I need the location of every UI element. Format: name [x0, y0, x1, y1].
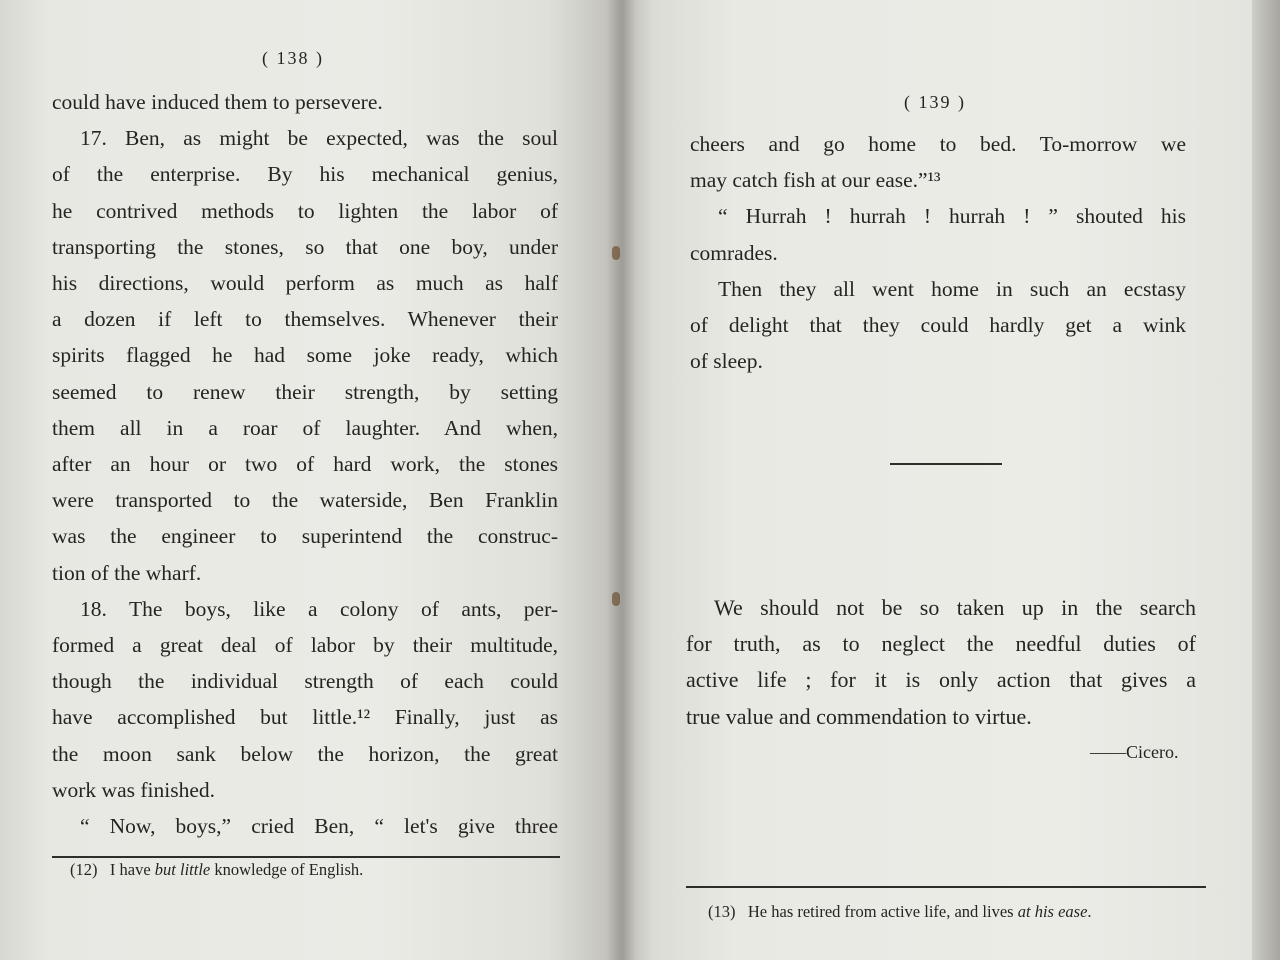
page-edges	[1252, 0, 1280, 960]
right-page-body	[690, 126, 1186, 379]
text-line: was the engineer to superintend the construc-	[52, 524, 558, 549]
text-line: “ Now, boys,” cried Ben, “ let's give three	[80, 814, 558, 839]
text-line: a dozen if left to themselves. Whenever their	[52, 307, 558, 332]
text-line: of the enterprise. By his mechanical genius,	[52, 162, 558, 187]
text-line: comrades.	[690, 240, 778, 265]
footnote-rule-right	[686, 886, 1206, 888]
footnote-italic-text: at his ease	[1017, 902, 1088, 921]
text-line: “ Hurrah ! hurrah ! hurrah ! ” shouted his	[718, 204, 1186, 229]
page-number-left: ( 138 )	[262, 48, 324, 68]
page-number-right: ( 139 )	[904, 92, 966, 112]
quote-line: active life ; for it is only action that gives a	[686, 667, 1196, 693]
text-line: the moon sank below the horizon, the great	[52, 741, 558, 766]
quote-block	[686, 590, 1196, 735]
footnote-right	[708, 902, 1092, 922]
text-line: were transported to the waterside, Ben Franklin	[52, 488, 558, 513]
footnote-marker: (13)	[708, 902, 736, 921]
text-line: of sleep.	[690, 349, 763, 374]
text-line: Then they all went home in such an ecstasy	[718, 276, 1186, 301]
text-line: after an hour or two of hard work, the stones	[52, 452, 558, 477]
footnote-text: I have	[109, 860, 151, 879]
text-line: them all in a roar of laughter. And when,	[52, 415, 558, 440]
footnote-text: He has retired from active life, and lives	[747, 902, 1014, 921]
text-line: have accomplished but little.¹² Finally, just as	[52, 705, 558, 730]
footnote-text: knowledge of English.	[214, 860, 364, 879]
quote-line: true value and commendation to virtue.	[686, 703, 1032, 729]
footnote-rule-left	[52, 856, 560, 858]
text-line: spirits flagged he had some joke ready, which	[52, 343, 558, 368]
text-line: 17. Ben, as might be expected, was the soul	[80, 126, 558, 151]
text-line: he contrived methods to lighten the labor of	[52, 198, 558, 223]
text-line: cheers and go home to bed. To-morrow we	[690, 132, 1186, 156]
left-page	[0, 0, 622, 960]
quote-attribution: ——Cicero.	[1090, 742, 1179, 762]
text-line: formed a great deal of labor by their multitude,	[52, 633, 558, 658]
text-line: 18. The boys, like a colony of ants, per-	[80, 596, 558, 621]
section-divider	[890, 463, 1002, 465]
text-line: his directions, would perform as much as half	[52, 271, 558, 296]
quote-line: We should not be so taken up in the search	[714, 595, 1196, 620]
quote-line: for truth, as to neglect the needful duties of	[686, 631, 1196, 657]
text-line: though the individual strength of each could	[52, 669, 558, 694]
text-line: of delight that they could hardly get a wink	[690, 313, 1186, 338]
text-line: transporting the stones, so that one boy, under	[52, 234, 558, 259]
footnote-left	[70, 860, 363, 880]
left-page-body	[52, 84, 558, 844]
text-line: work was finished.	[52, 777, 216, 802]
footnote-marker: (12)	[70, 860, 98, 879]
footnote-text: .	[1087, 902, 1092, 921]
book-gutter	[606, 0, 636, 960]
text-line: could have induced them to persevere.	[52, 90, 383, 114]
right-page	[622, 0, 1252, 960]
text-line: tion of the wharf.	[52, 560, 202, 585]
footnote-italic-text: but little	[154, 860, 211, 879]
text-line: may catch fish at our ease.”¹³	[690, 168, 941, 193]
text-line: seemed to renew their strength, by setting	[52, 379, 558, 404]
